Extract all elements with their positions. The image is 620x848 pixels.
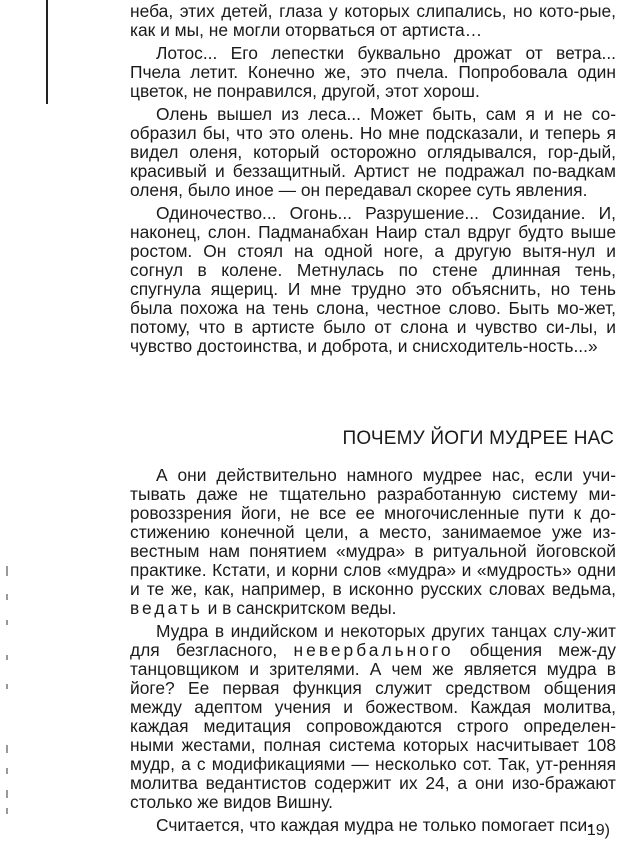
text-run: Мудра в индийском и некоторых других танцах слу-жит для безгласного, (130, 621, 616, 660)
section-heading: ПОЧЕМУ ЙОГИ МУДРЕЕ НАС (342, 428, 614, 449)
text-run: и в санскритском веды. (207, 598, 397, 618)
paragraph-elephant: Одиночество... Огонь... Разрушение... Созидание. И, наконец, слон. Падманабхан Наир стал вдруг будто выше ростом. Он стоял на одной ноге, а другую вытя-нул и согнул в колене. Метнулась по стене длинная тень, спугнула ящериц. И мне трудно это объяснить, но тень была похожа на тень слона, честное слово. Быть мо-жет, потому, что в артисте было от слона и чувство си-лы, и чувство достоинства, и доброта, и снисходитель-ность...» (130, 203, 616, 356)
paragraph-lotus: Лотос... Его лепестки буквально дрожат от ветра... Пчела летит. Конечно же, это пчела. Попробовала один цветок, не понравился, другой, этот хорош. (130, 43, 616, 101)
paragraph-deer: Олень вышел из леса... Может быть, сам я и не со-образил бы, что это олень. Но мне подсказали, и теперь я видел оленя, который осторожно оглядывался, гор-дый, красивый и беззащитный. Артист не подражал по-вадкам оленя, было иное — он передавал скорее суть явления. (130, 104, 616, 200)
page-number: 19) (586, 822, 610, 839)
margin-rule (46, 0, 48, 104)
spaced-word: ведать (130, 598, 203, 618)
paragraph-mudra-wisdom (130, 466, 616, 618)
bottom-text-block (130, 466, 616, 839)
top-text-block (130, 2, 616, 360)
paragraph-continued: неба, этих детей, глаза у которых слипались, но кото-рые, как и мы, не могли оторваться от артиста… (130, 1, 616, 40)
paragraph-mudra-psyche: Считается, что каждая мудра не только помогает пси- (156, 815, 594, 835)
paragraph-mudra-dance (130, 622, 616, 812)
spaced-word: невербального (293, 640, 454, 660)
text-run: общения меж-ду танцовщиком и зрителями. А чем же является мудра в йоге? Ее первая функция служит средством общения между адептом учения и божеством. Каждая молитва, каждая медитация сопровождаются строго определен-ными жестами, полная система которых насчитывает 108 мудр, а с модификациями — несколько сот. Так, ут-ренняя молитва ведантистов содержит их 24, а они изо-бражают столько же видов Вишну. (130, 640, 616, 812)
text-run: А они действительно намного мудрее нас, если учи-тывать даже не тщательно разработанную систему ми-ровоззрения йоги, не все ее многочисленные пути к до-стижению конечной цели, а место, занимаемое уже из-вестным нам понятием «мудра» в ритуальной йоговской практике. Кстати, и корни слов «мудра» и «мудрость» одни и те же, как, например, в исконно русских словах ведьма, (130, 465, 616, 599)
